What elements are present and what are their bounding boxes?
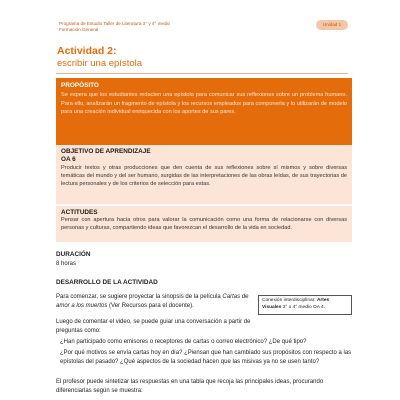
objective-heading: OBJETIVO DE APRENDIZAJE xyxy=(61,148,151,155)
objective-text: Producir textos y otras producciones que den cuenta de sus reflexiones sobre sí mismos y sobre diversas temáticas del mundo y del ser humano, surgidas de las interpretaciones de las obras leídas, de sus trayectorias de lectura personales y de los criterios de selección para estas. xyxy=(61,165,347,188)
purpose-box xyxy=(56,78,352,144)
question-2: ¿Por qué motivos se envía cartas hoy en día? ¿Piensan que han cambiado sus propósitos con respecto a las epístolas del pasado? ¿Qué aspectos de la sociedad hacen que las misivas ya no se usen tanto? xyxy=(60,350,352,365)
film-title: Cartas de amor a los muertos xyxy=(56,294,249,309)
objective-box xyxy=(56,144,352,204)
intro-paragraph xyxy=(56,293,252,311)
header xyxy=(59,21,359,33)
unit-badge: Unidad 1 xyxy=(316,20,348,30)
objective-code: OA 6 xyxy=(61,156,76,163)
question-1: ¿Han participado como emisores o receptores de cartas o correo electrónico? ¿De qué tipo? xyxy=(60,339,307,345)
purpose-heading: PROPÓSITO xyxy=(61,82,99,89)
attitudes-heading: ACTITUDES xyxy=(61,209,98,216)
development-heading: DESARROLLO DE LA ACTIVIDAD xyxy=(56,279,158,286)
duration-label: DURACIÓN xyxy=(56,251,91,258)
title-divider xyxy=(56,73,348,74)
interdisciplinary-connection-box xyxy=(258,295,352,315)
purpose-text: Se espera que los estudiantes redacten una epístola para comunicar sus reflexiones sobre un problema humano. Para ello, analizarán un fragmento de epístola y los recursos empleados para componerla y lo utilizarán de modelo para una creación individual enriquecida con los aportes de sus pares. xyxy=(61,92,347,116)
connection-subject: Artes Visuales xyxy=(262,298,330,310)
duration-value: 8 horas xyxy=(56,261,77,267)
activity-title: Actividad 2: xyxy=(57,45,117,57)
intro-text: Para comenzar, se sugiere proyectar la sinopsis de la película xyxy=(56,294,223,300)
conversation-paragraph: Luego de comentar el video, se puede guiar una conversación a partir de preguntas como: xyxy=(56,319,251,334)
attitudes-box xyxy=(56,206,352,242)
program-name: Programa de Estudio Taller de Literatura 3° y 4° medio xyxy=(59,21,171,26)
synthesis-paragraph: El profesor puede sintetizar las respuestas en una tabla que recoja las principales ideas, procurando diferenciarlas según se muestra: xyxy=(56,379,324,394)
attitudes-text: Pensar con apertura hacia otros para valorar la comunicación como una forma de relacionarse con diversas personas y culturas, compartiendo ideas que favorezcan el desarrollo de la vida en sociedad. xyxy=(61,217,347,232)
connection-label: Conexión interdisciplinar: xyxy=(262,298,317,303)
connection-rest: 3° o 4° medio OA 4. xyxy=(281,304,325,310)
activity-subtitle: escribir una epístola xyxy=(57,58,143,69)
program-track: Formación General xyxy=(59,27,99,32)
intro-end: (Ver Recursos para el docente). xyxy=(107,303,194,309)
